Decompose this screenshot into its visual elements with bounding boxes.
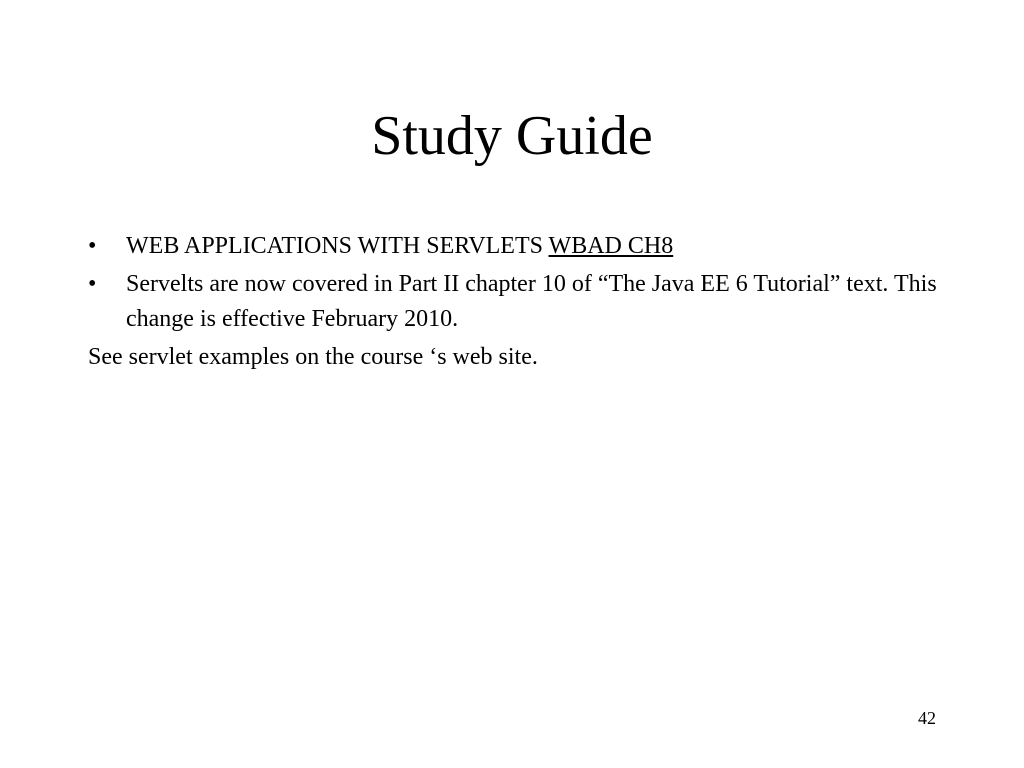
slide-body bbox=[88, 229, 948, 375]
page-number: 42 bbox=[918, 708, 936, 728]
bullet-marker: • bbox=[88, 233, 97, 259]
wbad-ch8-link[interactable]: WBAD CH8 bbox=[548, 233, 674, 259]
bullet-marker: • bbox=[88, 271, 97, 297]
note-text: See servlet examples on the course ‘s web site. bbox=[88, 344, 538, 370]
bullet-text: Servelts are now covered in Part II chapter 10 of “The Java EE 6 Tutorial” text. This change is effective February 2010. bbox=[126, 271, 937, 332]
slide-title: Study Guide bbox=[371, 105, 653, 167]
bullet-item bbox=[88, 229, 948, 264]
bullet-text: WEB APPLICATIONS WITH SERVLETS bbox=[126, 233, 549, 259]
bullet-item bbox=[88, 267, 948, 337]
